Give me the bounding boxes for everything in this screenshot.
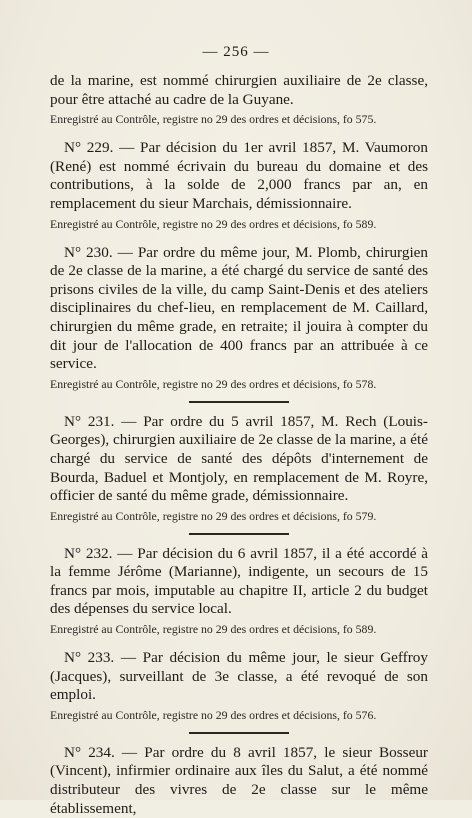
paragraph-gap <box>50 637 428 649</box>
entry-231: N° 231. — Par ordre du 5 avril 1857, M. Rech (Louis-Georges), chirurgien auxiliaire de 2e classe de la marine, a été chargé du service de santé des dépôts d'internement de Bourda, Baduel et Montjoly, en remplacement de M. Royre, officier de santé du même grade, démissionnaire. <box>50 412 428 505</box>
registration-line: Enregistré au Contrôle, registre no 29 des ordres et décisions, fo 575. <box>50 112 377 127</box>
separator-rule <box>189 732 289 734</box>
registration-line: Enregistré au Contrôle, registre no 29 des ordres et décisions, fo 578. <box>50 376 377 391</box>
entry-229: N° 229. — Par décision du 1er avril 1857, M. Vaumoron (René) est nommé écrivain du bureau du domaine et des contributions, à la solde de 2,000 francs par an, en remplacement du sieur Marchais, démissionnaire. <box>50 139 428 212</box>
registration-line: Enregistré au Contrôle, registre no 29 des ordres et décisions, fo 576. <box>50 707 377 722</box>
registration-line: Enregistré au Contrôle, registre no 29 des ordres et décisions, fo 579. <box>50 508 377 523</box>
separator-rule <box>189 533 289 535</box>
entry-234: N° 234. — Par ordre du 8 avril 1857, le sieur Bosseur (Vincent), infirmier ordinaire aux îles du Salut, a été nommé distributeur des vivres de 2e classe sur le même établissement, <box>50 743 428 817</box>
page-number: — 256 — <box>202 44 270 60</box>
registration-line: Enregistré au Contrôle, registre no 29 des ordres et décisions, fo 589. <box>50 216 377 231</box>
page-content <box>50 72 428 818</box>
entry-233: N° 233. — Par décision du même jour, le sieur Geffroy (Jacques), surveillant de 3e classe, a été revoqué de son emploi. <box>50 649 428 704</box>
registration-line: Enregistré au Contrôle, registre no 29 des ordres et décisions, fo 589. <box>50 622 377 637</box>
paragraph-gap <box>50 127 428 139</box>
entry-230: N° 230. — Par ordre du même jour, M. Plomb, chirurgien de 2e classe de la marine, a été chargé du service de santé des prisons civiles de la ville, du camp Saint-Denis et des ateliers disciplinaires du chef-lieu, en remplacement de M. Caillard, chirurgien du même grade, en retraite; il jouira à compter du dit jour de l'allocation de 400 francs par an attribuée à ce service. <box>50 243 428 373</box>
opening-paragraph: de la marine, est nommé chirurgien auxiliaire de 2e classe, pour être attaché au cadre de la Guyane. <box>50 72 428 108</box>
paragraph-gap <box>50 232 428 244</box>
separator-rule <box>189 401 289 403</box>
entry-232: N° 232. — Par décision du 6 avril 1857, il a été accordé à la femme Jérôme (Marianne), indigente, un secours de 15 francs par mois, imputable au chapitre II, article 2 du budget des dépenses du service local. <box>50 544 428 618</box>
